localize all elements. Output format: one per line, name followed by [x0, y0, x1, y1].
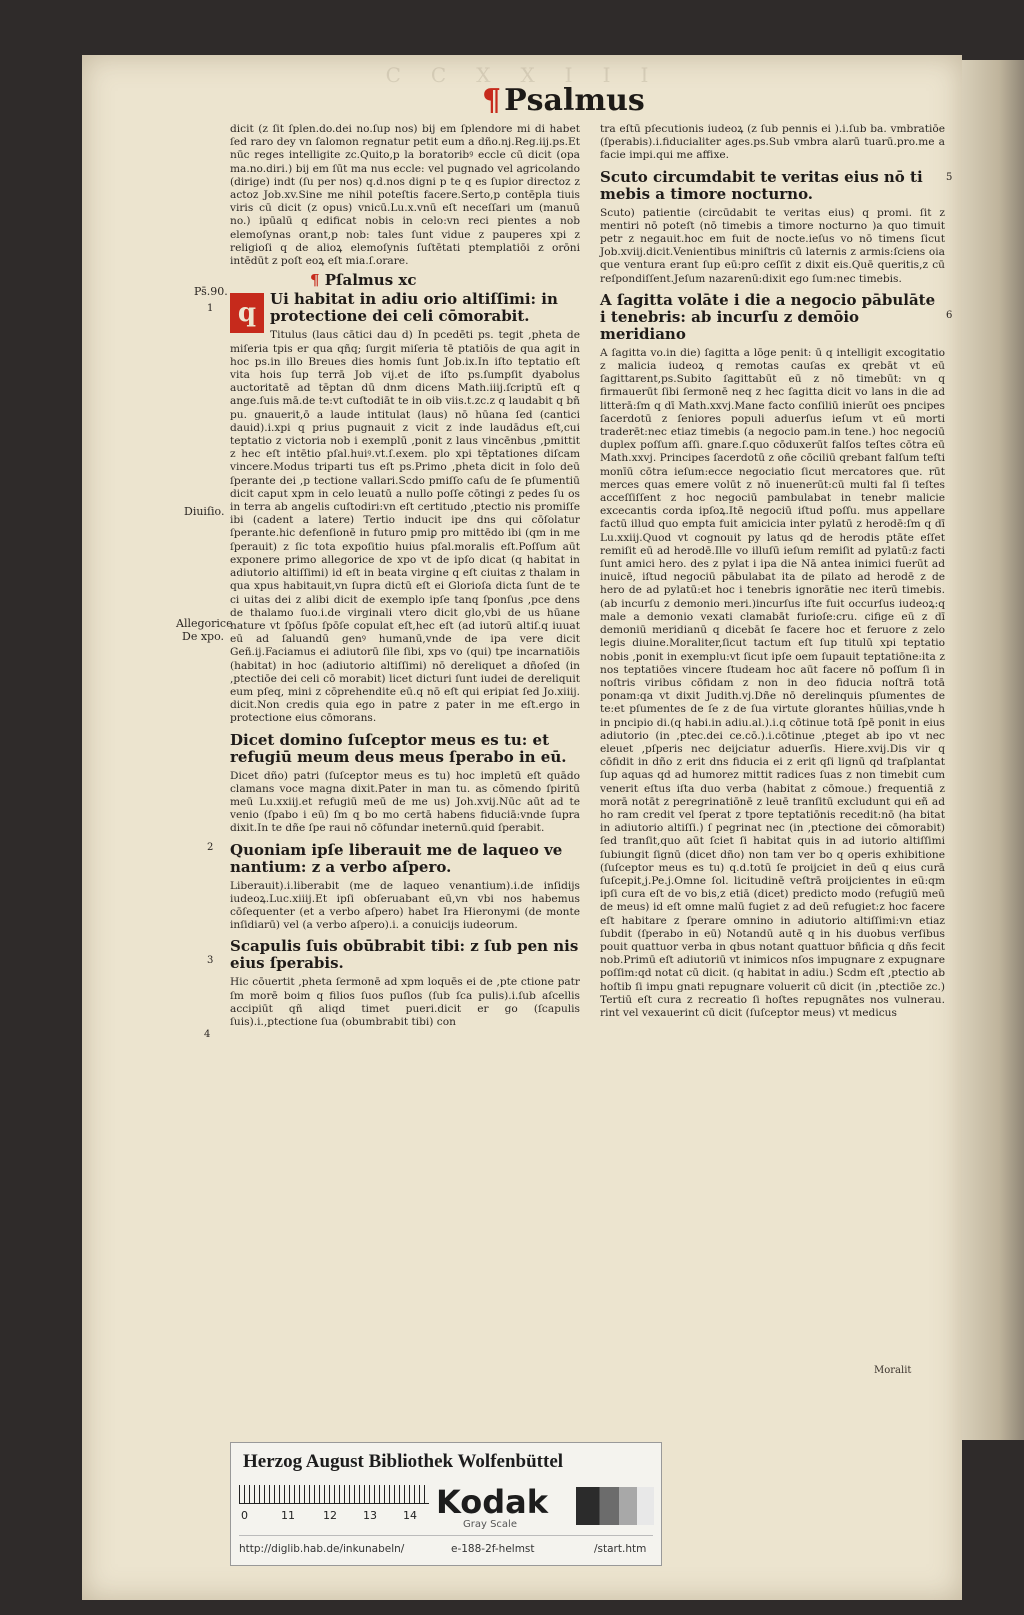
facing-page-edge: [962, 60, 1024, 1440]
verse-number: 2: [207, 842, 214, 853]
commentary-paragraph: Scuto) patientie (circūdabit te veritas eius) q promi. ſit z mentiri nō poteſt (nō timebis a timore nocturno )a quo timuit petr z negauit.hoc em fuit de nocte.ieſus vo nō timens ſicut Job.xviij.dicit.Venientibus miniſtris cū laternis z armis:ſciens oia que ventura erant ſup eū:pro ceſſit z dixit eis.Quē queritis,z cū reſpondiſſent.Jeſum nazarenū:dixit ego ſum:nec timebis.: [600, 206, 945, 285]
psalm-verse: Quoniam ipſe liberauit me de laqueo ve nantium: z a verbo aſpero.: [230, 840, 563, 876]
pilcrow-icon: ¶: [310, 271, 320, 290]
commentary-paragraph: tra eſtū pſecutionis iudeoꝝ (z ſub pennis ei ).i.ſub ba. vmbratiōe (ſperabis).i.fiducialiter ages.ps.Sub vmbra alarū tuarū.pro.me a facie impi.qui me affixe.: [600, 123, 945, 162]
kodak-logo: Kodak: [436, 1483, 548, 1521]
psalm-heading: [230, 271, 580, 290]
divider: [239, 1535, 653, 1536]
commentary-paragraph: dicit (z ſit ſplen.do.dei no.ſup nos) bij em ſplendore mi di habet ſed raro dey vn ſalomon regnatur petit eum a dño.nj.Reg.iij.ps.Et nūc reges intelligite zc.Quito,p la boratoribꝰ eccle cū dicit (opa ma.no.diri.) bij em ſūt ma nus eccle: vel pugnado vel agricolando (dirige) indt (ſu per nos) q.d.nos digni p te q es ſupior directoz z actoz Job.xv.Sine me nihil poteſtis facere.Serto,p contēpla tiuis viris cū dicit (z opus) vnicū.Lu.x.vnū eſt neceſſari um (manuū no.) ipūalū q edificat nobis in celo:vn reci pientes a nob elemoſynas orant,p nob: tales ſunt vidue z pauperes xpi z religioſi q de alioꝝ elemoſynis ſuſtētati ptemplatiōi z orōni intēdūt z poſt eoꝝ eſt mia.ſ.orare.: [230, 123, 580, 268]
commentary-paragraph: A ſagitta vo.in die) ſagitta a lōge penit: ū q intelligit excogitatio z malicia iudeoꝝ q remotas cauſas ex qrebāt vt eū ſagittarent,ps.Subito ſagittabūt eū z nō timebūt: vn q firmauerūt ſibi ſermonē neq z hec ſagitta dicit vo lans in die ad litterā:ſm q dī Math.xxvj.Mane facto conſiliū inierūt oes pncipes ſacerdotū z ſeniores populi aduerſus ieſum vt eū morti traderēt:nec etiaz timebis (a negocio pam.in tene.) hoc negociū duplex poſſum aſſi. gnare.ſ.quo cōduxerūt falſos teſtes cōtra eū Math.xxvj. Principes ſacerdotū z oñe cōciliū qrebant falſum teſti monīū cōtra ieſum:ecce negociatio ſicut mercatores que. rūt merces quas emere volūt z nō inuenerūt:cū multi fal ſi teſtes acceſſiſſent z hoc negociū pambulabat in tenebr malicie excecantis corda ipſoꝝ.Itē negociū iſtud poſſu. mus appellare factū illud quo empta fuit amicicia inter pylatū z herodē:ſm q dī Lu.xxiij.Quod vt cognouit py latus qd de herodis ptāte eſſet remiſit eū ad herodē.Ille vo illuſū ieſum remiſit ad pylatū:z facti ſunt amici hero. des z pylat i ipa die Nā antea inimici fuerūt ad inuicē, iſtud negociū pābulabat ita de pilato ad herodē z de hero de ad pylatū:et hoc i tenebris ignorātie nec iterū timebis. (ab incurſu z demonio meri.)incurſus iſte fuit occurſus iudeoꝝ:q male a demonio vexati clamabāt furioſe:cru. cifige eū z dī demoniū meridianū q dicebāt ſe facere hoc et feruore z zelo legis diuine.Moraliter,ſicut tactum eſt ſup titulū xpi teptatio nobis ,ponit in exemplu:vt ſicut ipſe oem ſupauit teptatiōne:ita z nos teptatiōes vincere ſtudeam hoc aūt facere nō poſſum ſi in noſtris viribus cōfidam z non in deo fiducia noſtrā totā ponam:qa vt dixit Judith.vj.Dñe nō derelinquis pſumentes de te:et pſumentes de ſe z de ſua virtute glorantes hūilias,vnde h in pncipio di.(q habi.in adiu.al.).i.q cōtinue totā ſpē ponit in eius adiutorio (in ,ptec.dei ce.cō.).i.cōtinue ,pteget ab ipo vt nec eleuet ,pſperis nec deijciatur aduerſis. Hiere.xvij.Dis vir q cōfidit in dño z erit dns fiducia ei z erit qſi lignū qd traſplantat ſup aquas qd ad humorez mittit radices ſuas z non timebit cum venerit eſtus iſta duo verba (habitat z cōmoue.) frequentiā z morā notāt z peregrinatiōnē z leuē tranſitū excludunt qui eñ ad ho ram credit vel ſperat z tpore teptatiōnis recedit:nō (ha bitat in adiutorio altiſſi.) ſ pegrinat nec (in ,ptectione dei cōmorabit) ſed tranſit,quo aūt ſciet ſi habitat quis in ad iutorio altiſſimi ſubiungit ſignū (dicet dño) non tam ver bo q operis exhibitione (ſuſceptor meus es tu) q.d.totū ſe proijciet in deū q eius curā ſuſcepit,j.Pe.j.Omne ſol. licitudinē veſtrā proijcientes in eū:qm ipſi cura eſt de vo bis,z etiā (dicet) predicto modo (refugiū meū de meus) id eſt omne malū fugiet z ad deū refugiet:z hoc facere eſt habitare z ſperare omnino in adiutorio altiſſimi:vn etiaz ſubdit (ſperabo in eū) Notandū autē q in his duobus verſibus pouit quattuor verba in qbus notant quattuor bñficia q dñs fecit nob.Primū eſt adiutoriū vt inimicos nſos impugnare z expugnare poſſim:qd notat cū dicit. (q habitat in adiu.) Scdm eſt ,ptectio ab hoſtib ſi impu gnati repugnare voluerit cū dicit (in ,ptectiōe zc.) Tertiū eſt cura z recreatio ſi hoſtes repugnātes nos vulnerau. rint vel vexauerint cū dicit (ſuſceptor meus) vt medicus: [600, 346, 945, 1019]
library-name: Herzog August Bibliothek Wolfenbüttel: [243, 1451, 564, 1472]
gray-scale-patches: [576, 1487, 654, 1525]
ruler-number: 11: [281, 1509, 295, 1522]
commentary-paragraph: Liberauit).i.liberabit (me de laqueo venantium).i.de inſidijs iudeoꝝ.Luc.xiiij.Et ipſi obſeruabant eū,vn vbi nos habemus cōſequenter (et a verbo aſpero) habet Ira Hieronymi (de monte inſidiarū) vel (a verbo aſpero).i. a conuicijs iudeorum.: [230, 879, 580, 932]
psalm-verse: A ſagitta volāte i die a negocio pābulāte i tenebris: ab incurſu z demōio meridiano: [600, 290, 936, 343]
library-url: http://diglib.hab.de/inkunabeln/: [239, 1543, 405, 1555]
color-target-card: [230, 1442, 662, 1566]
commentary-paragraph: Titulus (laus cātici dau d) In pcedēti ps. tegit ,pheta de miſeria tpis er qua qñq; ſurgit miſeria tē ptatiōis de qua agit in hoc ps.in illo Breues dies homis ſunt Job.ix.In iſto teptatio eſt vita hois ſup terrā Job vij.et de iſto ps.ſumpſit dyabolus auctoritatē ad tēptan dū dnm dicens Math.iiij.ſcriptū eſt q ange.ſuis mā.de te:vt cuſtodiāt te in oib viis.t.zc.z q laudabit q bñ pu. gnauerit,ō a laude intitulat (laus) nō hūana ſed (cantici dauid).i.xpi q prius pugnauit z vicit z inde laudādus eſt,cui teptatio z victoria nob i exemplū ,ponit z laus vincēnbus ,pmittit z hec eſt intētio pſal.huiꝰ.vt.ſ.exem. plo xpi tēptationes diſcam vincere.Modus triparti tus eſt ps.Primo ,pheta dicit in ſolo deū ſperante dei ,p tectione vallari.Scdo pmiſſo caſu de ſe pſumentiū dicit caput xpm in celo leuatū a nullo poſſe cōtingi z pedes ſu os in terra ab angelis cuſtodiri:vn eſt certitudo ,ptectio nis promiſſe ibi (cadent a latere) Tertio inducit ipe dns qui cōſolatur ſperante.hic defenſionē in futuro pmiꝑ pro mittēdo ibi (qm in me ſperauit) z ſic tota expoſitio huius pſal.moralis eſt.Poſſum aūt exponere primo allegorice de xpo vt de ipſo dicat (q habitat in adiutorio altiſſimi) id eſt in beata virgine q eſt ciuitas z thalam in qua xpus habitauit,vn ſupra dictū eſt ei Glorioſa dicta ſunt de te ci uitas dei z alibi dicit de exemplo ipſe tanq ſponſus ,pce dens de thalamo ſuo.i.de virginali vtero dicit glo,vbi de us hūane nature vt ſpōſus ſpōſe copulat eſt,hec eſt (ad iutorū altiſ.q iuuat eū ad ſaluandū genꝰ humanū,vnde de ipa vere dicit Geñ.ij.Faciamus ei adiutorū ſile ſibi, xps vo (qui) tpe incarnatiōis (habitat) in hoc (adiutorio altiſſimi) nō dereliquet a dñoſed (in ,ptectiōe dei celi cō morabit) licet dicturi ſunt iudei de dereliquit eum pſeq, mini z cōprehendite eū.q nō eſt qui eripiat ſed Jo.xiiij. dicit.Non credis quia ego in patre z pater in me eſt.ergo in protectione eius cōmorans.: [230, 329, 580, 725]
ruler-number: 13: [363, 1509, 377, 1522]
psalm-verse: Dicet domino ſuſceptor meus es tu: et refugiū meum deus meus ſperabo in eū.: [230, 730, 567, 766]
right-column: [600, 123, 945, 1026]
left-column: [230, 123, 580, 1035]
psalm-verse: Scapulis ſuis obūbrabit tibi: z ſub pen nis eius ſperabis.: [230, 937, 579, 973]
psalm-verse: Ui habitat in adiu orio altiſſimi: in protectione dei celi cōmorabit.: [270, 290, 558, 326]
verse-number: 4: [204, 1029, 211, 1040]
verse-number: 5: [946, 172, 953, 183]
margin-note-ps90: Ps̄.90.: [194, 285, 228, 298]
margin-note-divisio: Diuiſio.: [184, 505, 225, 518]
shelfmark: e-188-2f-helmst: [451, 1543, 535, 1555]
commentary-paragraph: Dicet dño) patri (ſuſceptor meus es tu) hoc impletū eſt quādo clamans voce magna dixit.Pater in man tu. as cōmendo ſpiritū meū Lu.xxiij.et refugiū meū de me us) Joh.xvij.Nūc aūt ad te venio (ſpabo i eū) ſm q bo mo certā habens fiduciā:vnde ſupra dixit.In te dñe ſpe raui nō cōfundar ineternū.quid ſperabit.: [230, 769, 580, 835]
verse-number: 6: [946, 310, 953, 321]
ruler-scale: [239, 1485, 429, 1504]
ruler-number: 12: [323, 1509, 337, 1522]
margin-note-allegorice: Allegorice: [176, 617, 233, 630]
commentary-paragraph: Hic cōuertit ,pheta ſermonē ad xpm loquēs ei de ,pte ctione patr ſm morē boim q filios ſuos puſlos (ſub ſca pulis).i.ſub aſcellis accipiūt qñ aliqd timet pueri.dicit er go (ſcapulis ſuis).i.,ptectione ſua (obumbrabit tibi) con: [230, 976, 580, 1028]
start-page: /start.htm: [594, 1543, 647, 1555]
running-head-title: Psalmus: [504, 83, 645, 118]
bleed-through-header: CCXXIII: [385, 63, 679, 87]
psalm-verse: Scuto circumdabit te veritas eius nō ti mebis a timore nocturno.: [600, 167, 923, 203]
psalm-heading-title: Pſalmus xc: [324, 271, 417, 290]
ruler-number: 0: [241, 1509, 248, 1522]
pilcrow-icon: ¶: [482, 83, 502, 118]
margin-note-moralit: Moralit: [874, 1365, 912, 1376]
book-page: [82, 55, 962, 1600]
gray-scale-label: Gray Scale: [463, 1519, 517, 1530]
drop-cap-initial: q: [230, 293, 264, 333]
verse-number: 1: [207, 303, 214, 314]
running-head: [482, 83, 645, 118]
ruler-number: 14: [403, 1509, 417, 1522]
margin-note-de-xpo: De xpo.: [182, 630, 224, 643]
verse-number: 3: [207, 955, 214, 966]
